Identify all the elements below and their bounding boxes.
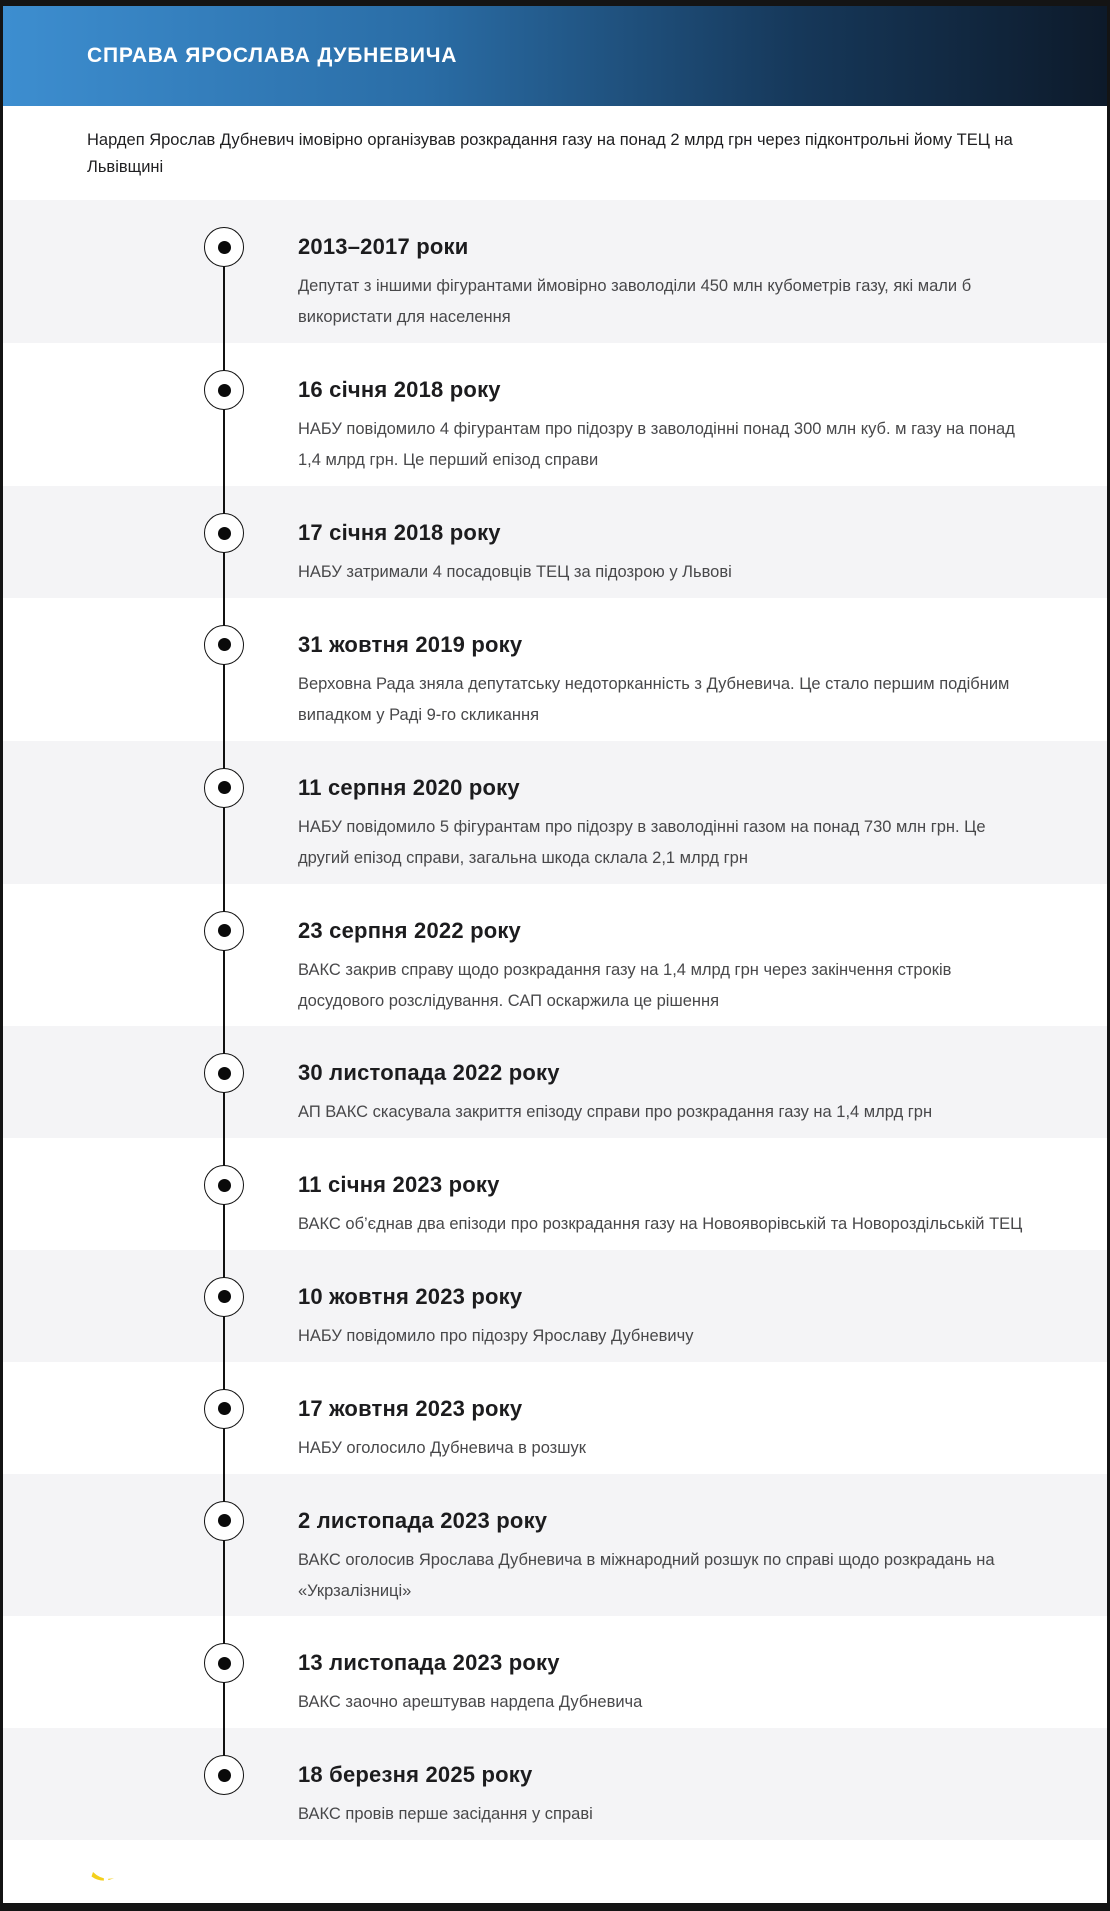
- timeline-connector-line: [223, 884, 225, 1027]
- timeline-item-description: НАБУ оголосило Дубневича в розшук: [298, 1438, 586, 1457]
- transparency-international-logo-icon: [87, 1854, 123, 1890]
- timeline-item-date: 17 жовтня 2023 року: [298, 1395, 523, 1421]
- timeline-connector-line: [223, 598, 225, 741]
- timeline-bullet-icon: [204, 625, 244, 665]
- timeline-item-description: НАБУ повідомило про підозру Ярославу Дубневичу: [298, 1326, 694, 1345]
- timeline-bullet-icon: [204, 911, 244, 951]
- timeline-item: [3, 200, 1107, 343]
- timeline-item-date: 18 березня 2025 року: [298, 1762, 533, 1788]
- timeline-item-description: ВАКС провів перше засідання у справі: [298, 1805, 593, 1824]
- timeline-item-date: 2 листопада 2023 року: [298, 1507, 548, 1533]
- logo-text-line1: TRANSPARENCY: [132, 1851, 251, 1866]
- header-bar: [3, 6, 1107, 106]
- footer-bar: [3, 1840, 1107, 1903]
- timeline-item-date: 2013–2017 роки: [298, 234, 469, 260]
- timeline-bullet-icon: [204, 1165, 244, 1205]
- logo-text-line3: UKRAINE: [132, 1883, 182, 1892]
- timeline-item: [3, 343, 1107, 486]
- timeline-bullet-icon: [204, 1755, 244, 1795]
- timeline-bullet-icon: [204, 370, 244, 410]
- timeline-item: [3, 1362, 1107, 1474]
- timeline-item: [3, 1250, 1107, 1362]
- timeline-bullet-icon: [204, 227, 244, 267]
- timeline-item: [3, 1138, 1107, 1250]
- intro-section: [3, 106, 1107, 200]
- timeline-bullet-icon: [204, 1277, 244, 1317]
- timeline-item-description: ВАКС заочно арештував нардепа Дубневича: [298, 1693, 643, 1712]
- logo-text-line2: INTERNATIONAL: [132, 1866, 250, 1881]
- timeline-bullet-icon: [204, 1053, 244, 1093]
- timeline-item: [3, 1728, 1107, 1840]
- timeline-item: [3, 1474, 1107, 1617]
- timeline-item-date: 17 січня 2018 року: [298, 520, 501, 546]
- timeline-item-description: Верховна Рада зняла депутатську недоторканність з Дубневича. Це стало першим подібним випадком у Раді 9-го скликання: [298, 674, 1010, 724]
- timeline-connector-line: [223, 343, 225, 486]
- timeline-item-date: 30 листопада 2022 року: [298, 1060, 560, 1086]
- intro-text: Нардеп Ярослав Дубневич імовірно організував розкрадання газу на понад 2 млрд грн через підконтрольні йому ТЕЦ на Львівщині: [87, 131, 1013, 176]
- timeline-item-date: 23 серпня 2022 року: [298, 917, 521, 943]
- timeline-item-description: ВАКС закрив справу щодо розкрадання газу на 1,4 млрд грн через закінчення строків досудового розслідування. САП оскаржила це рішення: [298, 960, 952, 1010]
- transparency-international-logo-text: [132, 1851, 251, 1892]
- timeline-item: [3, 486, 1107, 598]
- timeline-item-date: 11 січня 2023 року: [298, 1172, 500, 1198]
- timeline-item-description: ВАКС оголосив Ярослава Дубневича в міжнародний розшук по справі щодо розкрадань на «Укрзалізниці»: [298, 1550, 995, 1600]
- timeline: [3, 200, 1107, 1840]
- timeline-item-description: АП ВАКС скасувала закриття епізоду справи про розкрадання газу на 1,4 млрд грн: [298, 1103, 933, 1122]
- timeline-bullet-icon: [204, 1643, 244, 1683]
- timeline-item-description: ВАКС об’єднав два епізоди про розкрадання газу на Новояворівській та Новороздільській ТЕЦ: [298, 1215, 1023, 1234]
- timeline-item-date: 16 січня 2018 року: [298, 377, 501, 403]
- timeline-item-description: НАБУ повідомило 5 фігурантам про підозру в заволодінні газом на понад 730 млн грн. Це другий епізод справи, загальна шкода склала 2,1 млрд грн: [298, 817, 986, 867]
- timeline-bullet-icon: [204, 513, 244, 553]
- timeline-item-date: 13 листопада 2023 року: [298, 1650, 560, 1676]
- timeline-item: [3, 1026, 1107, 1138]
- timeline-connector-line: [223, 1474, 225, 1617]
- timeline-item-description: НАБУ затримали 4 посадовців ТЕЦ за підозрою у Львові: [298, 563, 732, 582]
- timeline-item-date: 11 серпня 2020 року: [298, 774, 520, 800]
- timeline-item: [3, 884, 1107, 1027]
- timeline-connector-line: [223, 741, 225, 884]
- timeline-item: [3, 741, 1107, 884]
- timeline-item-description: НАБУ повідомило 4 фігурантам про підозру в заволодінні понад 300 млн куб. м газу на понад 1,4 млрд грн. Це перший епізод справи: [298, 420, 1015, 470]
- timeline-bullet-icon: [204, 1501, 244, 1541]
- timeline-item: [3, 598, 1107, 741]
- transparency-international-logo: [87, 1851, 251, 1892]
- timeline-item-date: 31 жовтня 2019 року: [298, 631, 523, 657]
- timeline-bullet-icon: [204, 1389, 244, 1429]
- page-title: СПРАВА ЯРОСЛАВА ДУБНЕВИЧА: [87, 44, 458, 67]
- timeline-item-date: 10 жовтня 2023 року: [298, 1283, 523, 1309]
- timeline-bullet-icon: [204, 768, 244, 808]
- timeline-item-description: Депутат з іншими фігурантами ймовірно заволоділи 450 млн кубометрів газу, які мали б використати для населення: [298, 277, 972, 327]
- timeline-item: [3, 1616, 1107, 1728]
